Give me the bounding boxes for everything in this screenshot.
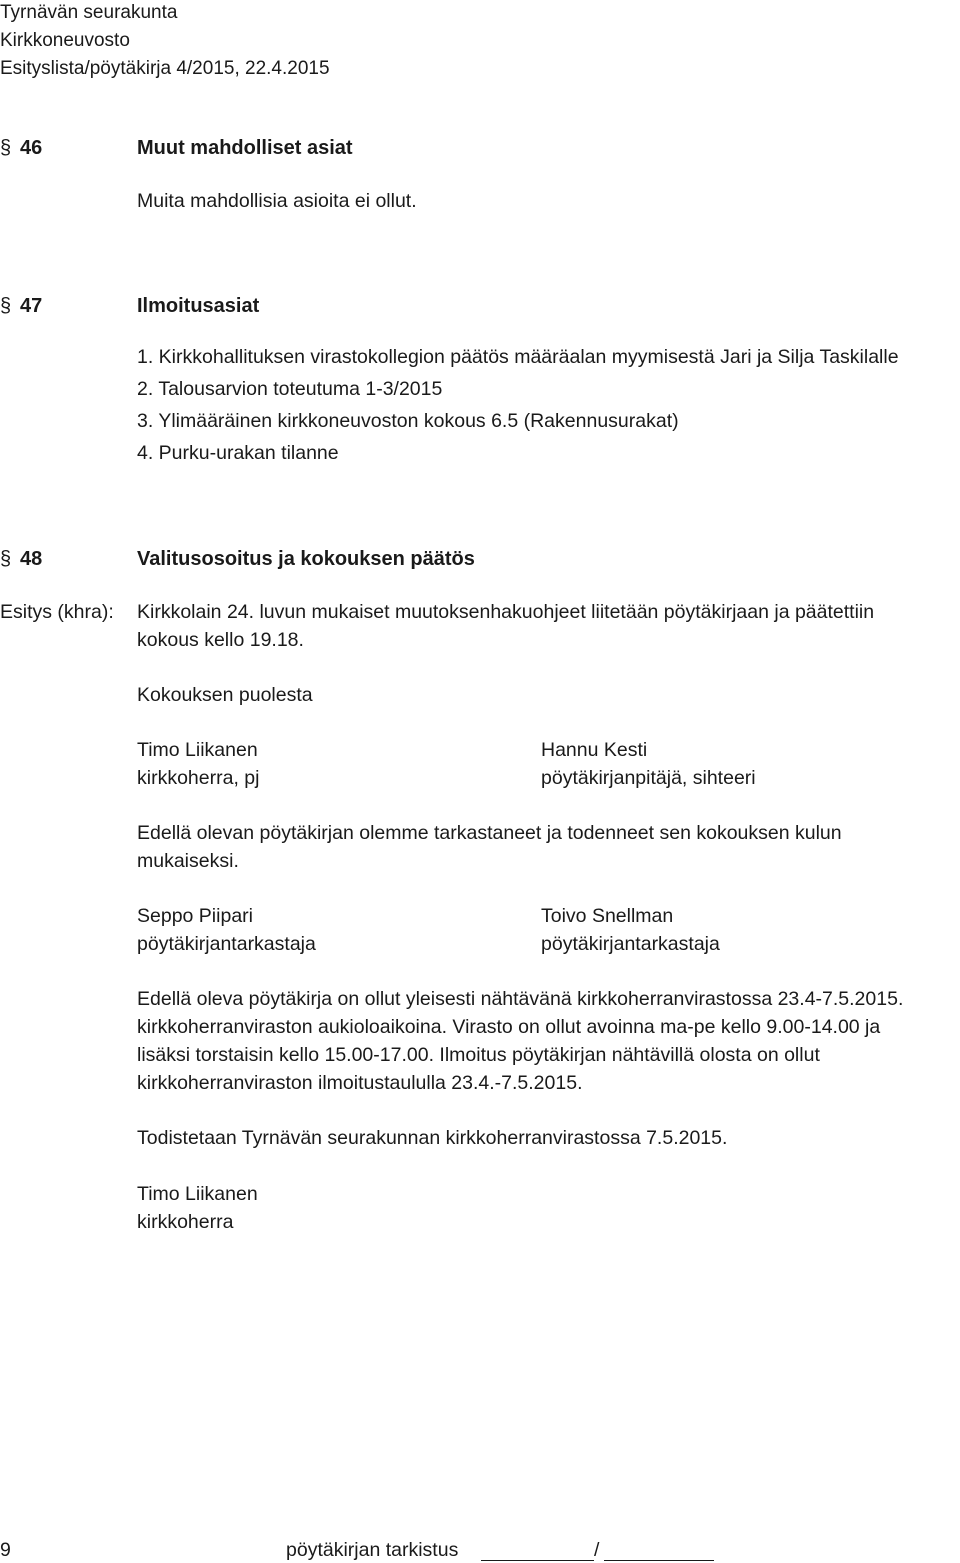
list-item: 1. Kirkkohallituksen virastokollegion päätös määräalan myymisestä Jari ja Silja Taskilalle xyxy=(137,346,899,368)
notice-line-1: Edellä oleva pöytäkirja on ollut yleisesti nähtävänä kirkkoherranvirastossa 23.4-7.5.2015. xyxy=(137,988,904,1010)
cert-signer-name: Timo Liikanen xyxy=(137,1183,258,1205)
notice-line-4: kirkkoherranviraston ilmoitustaululla 23.4.-7.5.2015. xyxy=(137,1072,583,1094)
footer-label: pöytäkirjan tarkistus xyxy=(286,1539,459,1561)
reviewer2-role: pöytäkirjantarkastaja xyxy=(541,933,720,955)
review-line-2: mukaiseksi. xyxy=(137,850,239,872)
list-item: 2. Talousarvion toteutuma 1-3/2015 xyxy=(137,378,443,400)
section-symbol: § xyxy=(0,137,12,159)
section-48-number: 48 xyxy=(20,548,43,570)
list-item: 4. Purku-urakan tilanne xyxy=(137,442,339,464)
header-document: Esityslista/pöytäkirja 4/2015, 22.4.2015 xyxy=(0,58,330,79)
reviewer2-name: Toivo Snellman xyxy=(541,905,674,927)
footer-separator: / xyxy=(594,1539,600,1561)
notice-line-2: kirkkoherranviraston aukioloaikoina. Virasto on ollut avoinna ma-pe kello 9.00-14.00 ja xyxy=(137,1016,881,1038)
signer2-name: Hannu Kesti xyxy=(541,739,648,761)
cert-signer-role: kirkkoherra xyxy=(137,1211,234,1233)
list-item: 3. Ylimääräinen kirkkoneuvoston kokous 6.5 (Rakennusurakat) xyxy=(137,410,679,432)
on-behalf-label: Kokouksen puolesta xyxy=(137,684,313,706)
footer-initials-line-2 xyxy=(604,1542,714,1561)
announcement-list xyxy=(137,346,899,474)
section-symbol: § xyxy=(0,295,12,317)
section-46-number: 46 xyxy=(20,137,43,159)
notice-line-3: lisäksi torstaisin kello 15.00-17.00. Ilmoitus pöytäkirjan nähtävillä olosta on ollut xyxy=(137,1044,820,1066)
signer1-role: kirkkoherra, pj xyxy=(137,767,260,789)
header-organization: Tyrnävän seurakunta xyxy=(0,2,178,23)
proposal-line-2: kokous kello 19.18. xyxy=(137,629,304,651)
section-symbol: § xyxy=(0,548,12,570)
footer-initials-line-1 xyxy=(481,1542,594,1561)
section-46-text: Muita mahdollisia asioita ei ollut. xyxy=(137,190,417,212)
review-line-1: Edellä olevan pöytäkirjan olemme tarkastaneet ja todenneet sen kokouksen kulun xyxy=(137,822,842,844)
signer2-role: pöytäkirjanpitäjä, sihteeri xyxy=(541,767,756,789)
certification-text: Todistetaan Tyrnävän seurakunnan kirkkoherranvirastossa 7.5.2015. xyxy=(137,1127,728,1149)
header-body: Kirkkoneuvosto xyxy=(0,30,130,51)
section-47-number: 47 xyxy=(20,295,43,317)
section-47-title: Ilmoitusasiat xyxy=(137,295,260,317)
proposal-line-1: Kirkkolain 24. luvun mukaiset muutoksenhakuohjeet liitetään pöytäkirjaan ja päätettiin xyxy=(137,601,875,623)
page-number: 9 xyxy=(0,1539,11,1561)
reviewer1-name: Seppo Piipari xyxy=(137,905,253,927)
section-46-title: Muut mahdolliset asiat xyxy=(137,137,353,159)
proposal-label: Esitys (khra): xyxy=(0,601,114,623)
section-48-title: Valitusosoitus ja kokouksen päätös xyxy=(137,548,475,570)
reviewer1-role: pöytäkirjantarkastaja xyxy=(137,933,316,955)
signer1-name: Timo Liikanen xyxy=(137,739,258,761)
